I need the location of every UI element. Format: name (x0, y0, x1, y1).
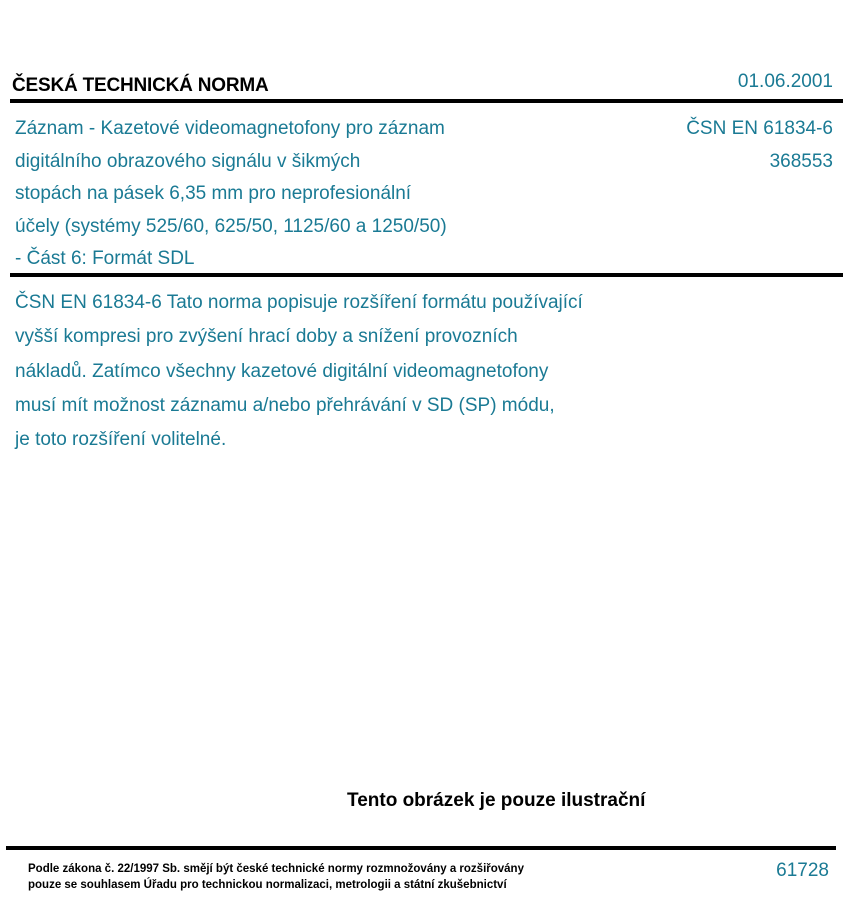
footer-divider (6, 846, 836, 850)
copyright-line: pouze se souhlasem Úřadu pro technickou normalizaci, metrologii a státní zkušebnictví (28, 878, 507, 891)
title-divider (10, 273, 843, 277)
description-line: nákladů. Zatímco všechny kazetové digitální videomagnetofony (15, 360, 549, 382)
norm-description (15, 286, 715, 457)
title-line: digitálního obrazového signálu v šikmých (15, 150, 361, 172)
title-line: stopách na pásek 6,35 mm pro neprofesionální (15, 183, 412, 204)
norm-label: ČESKÁ TECHNICKÁ NORMA (12, 75, 269, 96)
illustration-note: Tento obrázek je pouze ilustrační (347, 790, 646, 811)
description-line: vyšší kompresi pro zvýšení hrací doby a snížení provozních (15, 326, 518, 348)
copyright-line: Podle zákona č. 22/1997 Sb. smějí být české technické normy rozmnožovány a rozšiřovány (28, 863, 524, 875)
title-line: - Část 6: Formát SDL (15, 248, 195, 269)
publication-date: 01.06.2001 (737, 71, 833, 92)
catalog-number: 61728 (776, 860, 829, 881)
norm-codes (686, 113, 833, 178)
title-line: Záznam - Kazetové videomagnetofony pro záznam (15, 118, 445, 139)
standard-code: ČSN EN 61834-6 (686, 118, 833, 139)
norm-title (15, 113, 575, 276)
description-line: je toto rozšíření volitelné. (15, 429, 227, 451)
header-divider (10, 99, 843, 103)
description-line: musí mít možnost záznamu a/nebo přehrávání v SD (SP) módu, (15, 394, 555, 416)
title-line: účely (systémy 525/60, 625/50, 1125/60 a 1250/50) (15, 215, 447, 237)
class-code: 368553 (769, 150, 833, 172)
description-line: ČSN EN 61834-6 Tato norma popisuje rozšíření formátu používající (15, 292, 583, 313)
copyright-notice (28, 862, 524, 893)
